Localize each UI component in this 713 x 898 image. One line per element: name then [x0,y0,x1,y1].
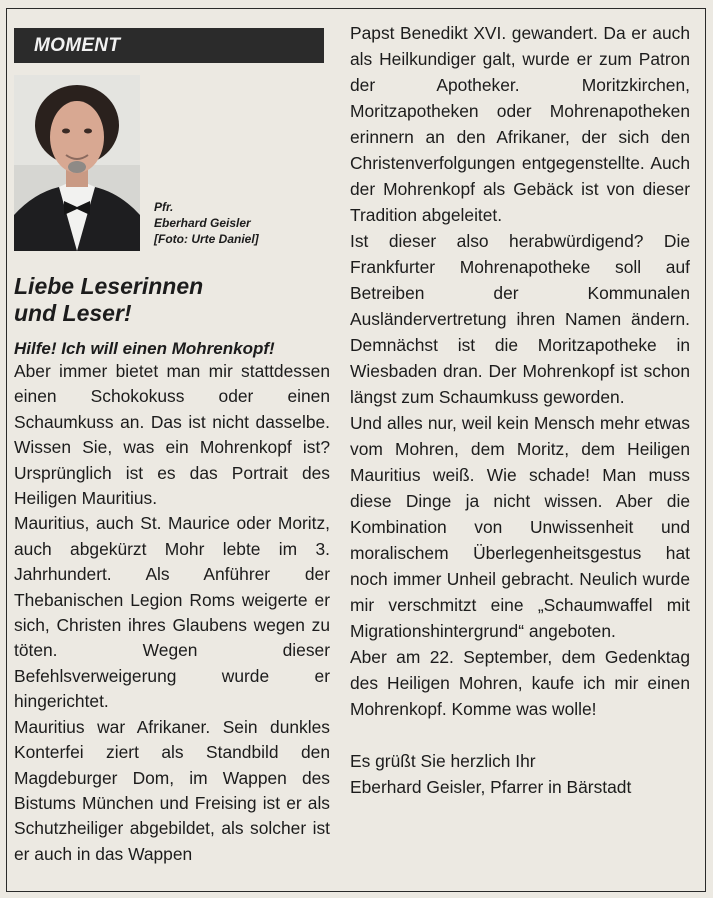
article-headline [14,273,330,327]
caption-title: Pfr. [154,200,174,214]
body-paragraph: Mauritius war Afrikaner. Sein dunkles Konterfei ziert als Standbild den Magdeburger Dom, im Wappen des Bistums München und Freising ist er als Schutzheiliger abgebildet, als solcher ist er auch in das Wappen [14,716,330,864]
author-block [14,75,330,251]
body-paragraph: Ist dieser also herabwürdigend? Die Frankfurter Mohrenapotheke soll auf Betreiben der Kommunalen Ausländervertretung ihren Namen ändern. Demnächst ist die Moritzapotheke in Wiesbaden dran. Der Mohrenkopf ist schon längst zum Schaumkuss geworden. [350,231,690,407]
left-body-text [14,359,330,867]
article-subhead: Hilfe! Ich will einen Mohrenkopf! [14,339,275,358]
body-paragraph: Aber immer bietet man mir stattdessen einen Schokokuss oder einen Schaumkuss an. Das ist nicht dasselbe. Wissen Sie, was ein Mohrenkopf ist? Ursprünglich ist es das Portrait des Heiligen Mauritius. [14,361,330,509]
signoff-greeting: Es grüßt Sie herzlich Ihr [350,751,536,771]
body-paragraph: Aber am 22. September, dem Gedenktag des Heiligen Mohren, kaufe ich mir einen Mohrenkopf. Komme was wolle! [350,647,690,719]
author-photo [14,75,140,251]
left-column [14,28,330,896]
signoff-block [350,748,690,800]
photo-caption [154,199,259,247]
right-column [350,20,690,890]
column-kicker: MOMENT [14,28,324,63]
caption-name: Eberhard Geisler [154,216,251,230]
body-paragraph: Und alles nur, weil kein Mensch mehr etwas vom Mohren, dem Moritz, dem Heiligen Mauritius weiß. Wie schade! Man muss diese Dinge ja nicht wissen. Aber die Kombination von Unwissenheit und moralischem Überlegenheitsgestus hat noch immer Unheil gebracht. Neulich wurde mir verschmitzt eine „Schaumwaffel mit Migrationshintergrund“ angeboten. [350,413,690,641]
body-paragraph: Mauritius, auch St. Maurice oder Moritz, auch abgekürzt Mohr lebte im 3. Jahrhundert. Als Anführer der Thebanischen Legion Roms weigerte er sich, Christen ihres Glaubens wegen zu töten. Wegen dieser Befehlsverweigerung wurde er hingerichtet. [14,513,330,712]
portrait-illustration [14,75,140,251]
body-paragraph: Papst Benedikt XVI. gewandert. Da er auch als Heilkundiger galt, wurde er zum Patron der Apotheker. Moritzkirchen, Moritzapotheken oder Mohrenapotheken erinnern an den Afrikaner, der sich den Christenverfolgungen entgegenstellte. Auch der Mohrenkopf als Gebäck ist von dieser Tradition abgeleitet. [350,23,690,225]
right-body-text [350,20,690,722]
headline-line-2: und Leser! [14,300,132,326]
signoff-signature: Eberhard Geisler, Pfarrer in Bärstadt [350,777,632,797]
caption-credit: [Foto: Urte Daniel] [154,232,259,246]
headline-line-1: Liebe Leserinnen [14,273,204,299]
